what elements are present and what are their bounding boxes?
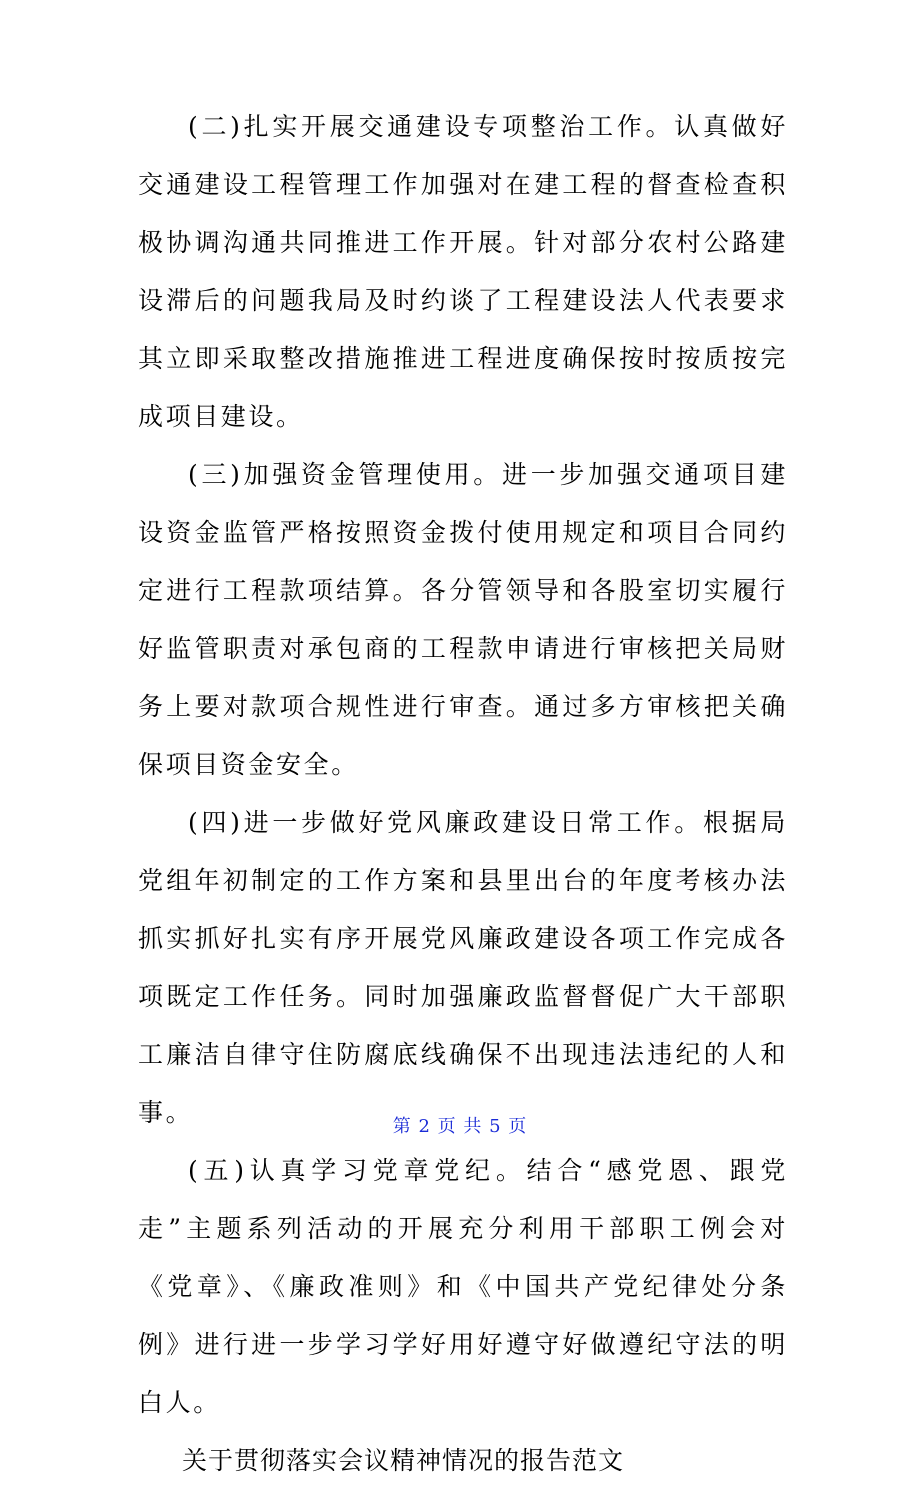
next-article-title: 关于贯彻落实会议精神情况的报告范文 <box>182 1446 625 1475</box>
paragraph-2: (二)扎实开展交通建设专项整治工作。认真做好交通建设工程管理工作加强对在建工程的督查检查积极协调沟通共同推进工作开展。针对部分农村公路建设滞后的问题我局及时约谈了工程建设法人代表要求其立即采取整改措施推进工程进度确保按时按质按完成项目建设。 <box>138 112 788 431</box>
paragraph-4: (四)进一步做好党风廉政建设日常工作。根据局党组年初制定的工作方案和县里出台的年度考核办法抓实抓好扎实有序开展党风廉政建设各项工作完成各项既定工作任务。同时加强廉政监督督促广大干部职工廉洁自律守住防腐底线确保不出现违法违纪的人和事。 <box>138 808 788 1127</box>
paragraph-5: (五)认真学习党章党纪。结合“感党恩、跟党走”主题系列活动的开展充分利用干部职工例会对《党章》、《廉政准则》和《中国共产党纪律处分条例》进行进一步学习学好用好遵守好做遵纪守法的明白人。 <box>138 1156 788 1417</box>
document-body <box>138 98 788 1490</box>
page-number-footer: 第 2 页 共 5 页 <box>392 1116 528 1137</box>
paragraph-3: (三)加强资金管理使用。进一步加强交通项目建设资金监管严格按照资金拨付使用规定和项目合同约定进行工程款项结算。各分管领导和各股室切实履行好监管职责对承包商的工程款申请进行审核把关局财务上要对款项合规性进行审查。通过多方审核把关确保项目资金安全。 <box>138 460 788 779</box>
